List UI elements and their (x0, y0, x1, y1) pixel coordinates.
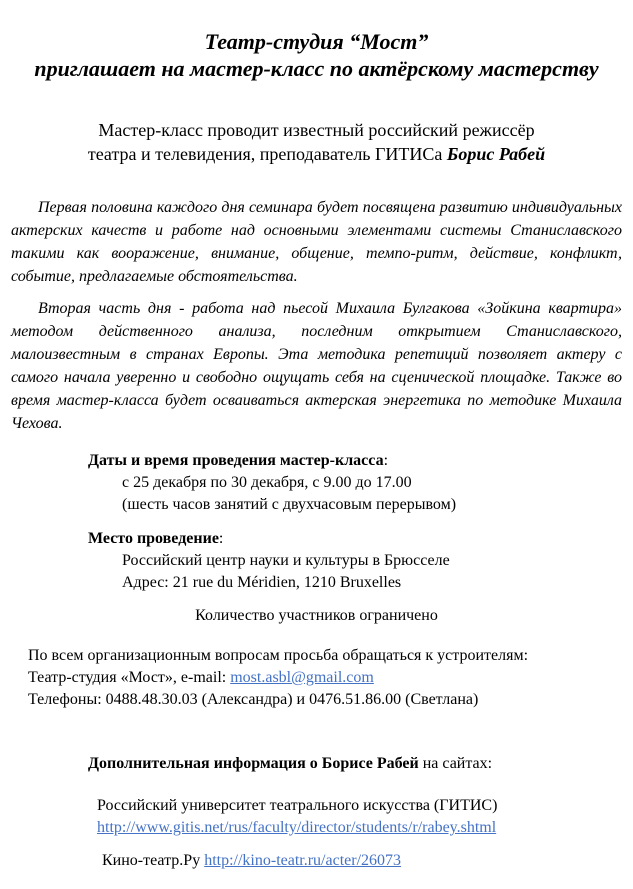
venue-address-line: Адрес: 21 rue du Méridien, 1210 Bruxelles (122, 574, 402, 591)
subtitle-line-2 (0, 142, 633, 166)
subtitle-line-2-text: театра и телевидения, преподаватель ГИТИСа (87, 144, 447, 164)
venue-heading (88, 528, 633, 550)
title-line-1: Театр-студия “Мост” (204, 29, 429, 54)
schedule-heading-colon: : (383, 452, 389, 469)
document-subtitle (0, 118, 633, 166)
intro-paragraph-1: Первая половина каждого дня семинара будет посвящена развитию индивидуальных актерских качеств и работе над основными элементами системы Станиславского такими как вооражение, внимание, общение, темпо-ритм, действие, конфликт, событие, предлагаемые обстоятельства. (11, 199, 622, 285)
venue-name-line: Российский центр науки и культуры в Брюсселе (122, 552, 450, 569)
contacts-phones-line: Телефоны: 0488.48.30.03 (Александра) и 0476.51.86.00 (Светлана) (28, 691, 479, 708)
more-info-heading (88, 753, 633, 775)
kino-teatr-label: Кино-театр.Ру (102, 852, 205, 869)
contacts-section (28, 645, 633, 711)
venue-heading-colon: : (218, 530, 224, 547)
contacts-email-line (28, 667, 633, 689)
schedule-hours-line: (шесть часов занятий с двухчасовым перерывом) (122, 496, 457, 513)
document-title (0, 28, 633, 82)
intro-paragraph-2: Вторая часть дня - работа над пьесой Михаила Булгакова «Зойкина квартира» методом действенного анализа, последним открытием Станиславского, малоизвестным в странах Европы. Эта методика репетиций позволяет актеру с самого начала уверенно и свободно ощущать себя на сценической площадке. Также во время мастер-класса будет осваиваться актерская энергетика по методике Михаила Чехова. (11, 300, 622, 432)
gitis-reference (97, 795, 633, 839)
gitis-link-line (97, 817, 633, 839)
more-info-heading-suffix: на сайтах: (418, 755, 493, 772)
lecturer-name: Борис Рабей (446, 144, 546, 164)
email-link[interactable]: most.asbl@gmail.com (230, 669, 374, 686)
schedule-heading-text: Даты и время проведения мастер-класса (88, 452, 384, 469)
schedule-dates-line: с 25 декабря по 30 декабря, с 9.00 до 17.00 (122, 474, 412, 491)
kino-teatr-link[interactable]: http://kino-teatr.ru/acter/26073 (204, 852, 402, 869)
schedule-heading (88, 450, 633, 472)
gitis-label: Российский университет театрального искусства (ГИТИС) (97, 797, 498, 814)
schedule-section (88, 450, 633, 516)
contacts-intro-line: По всем организационным вопросам просьба обращаться к устроителям: (28, 647, 529, 664)
more-info-heading-text: Дополнительная информация о Борисе Рабей (88, 755, 419, 772)
venue-section (88, 528, 633, 594)
venue-heading-text: Место проведение (88, 530, 219, 547)
capacity-note: Количество участников ограничено (195, 607, 438, 624)
title-line-2: приглашает на мастер-класс по актёрскому мастерству (34, 56, 599, 81)
gitis-link[interactable]: http://www.gitis.net/rus/faculty/director/students/r/rabey.shtml (97, 819, 497, 836)
kino-teatr-reference (102, 850, 633, 872)
subtitle-line-1: Мастер-класс проводит известный российский режиссёр (98, 120, 535, 140)
contacts-email-prefix: Театр-студия «Мост», e-mail: (28, 669, 231, 686)
